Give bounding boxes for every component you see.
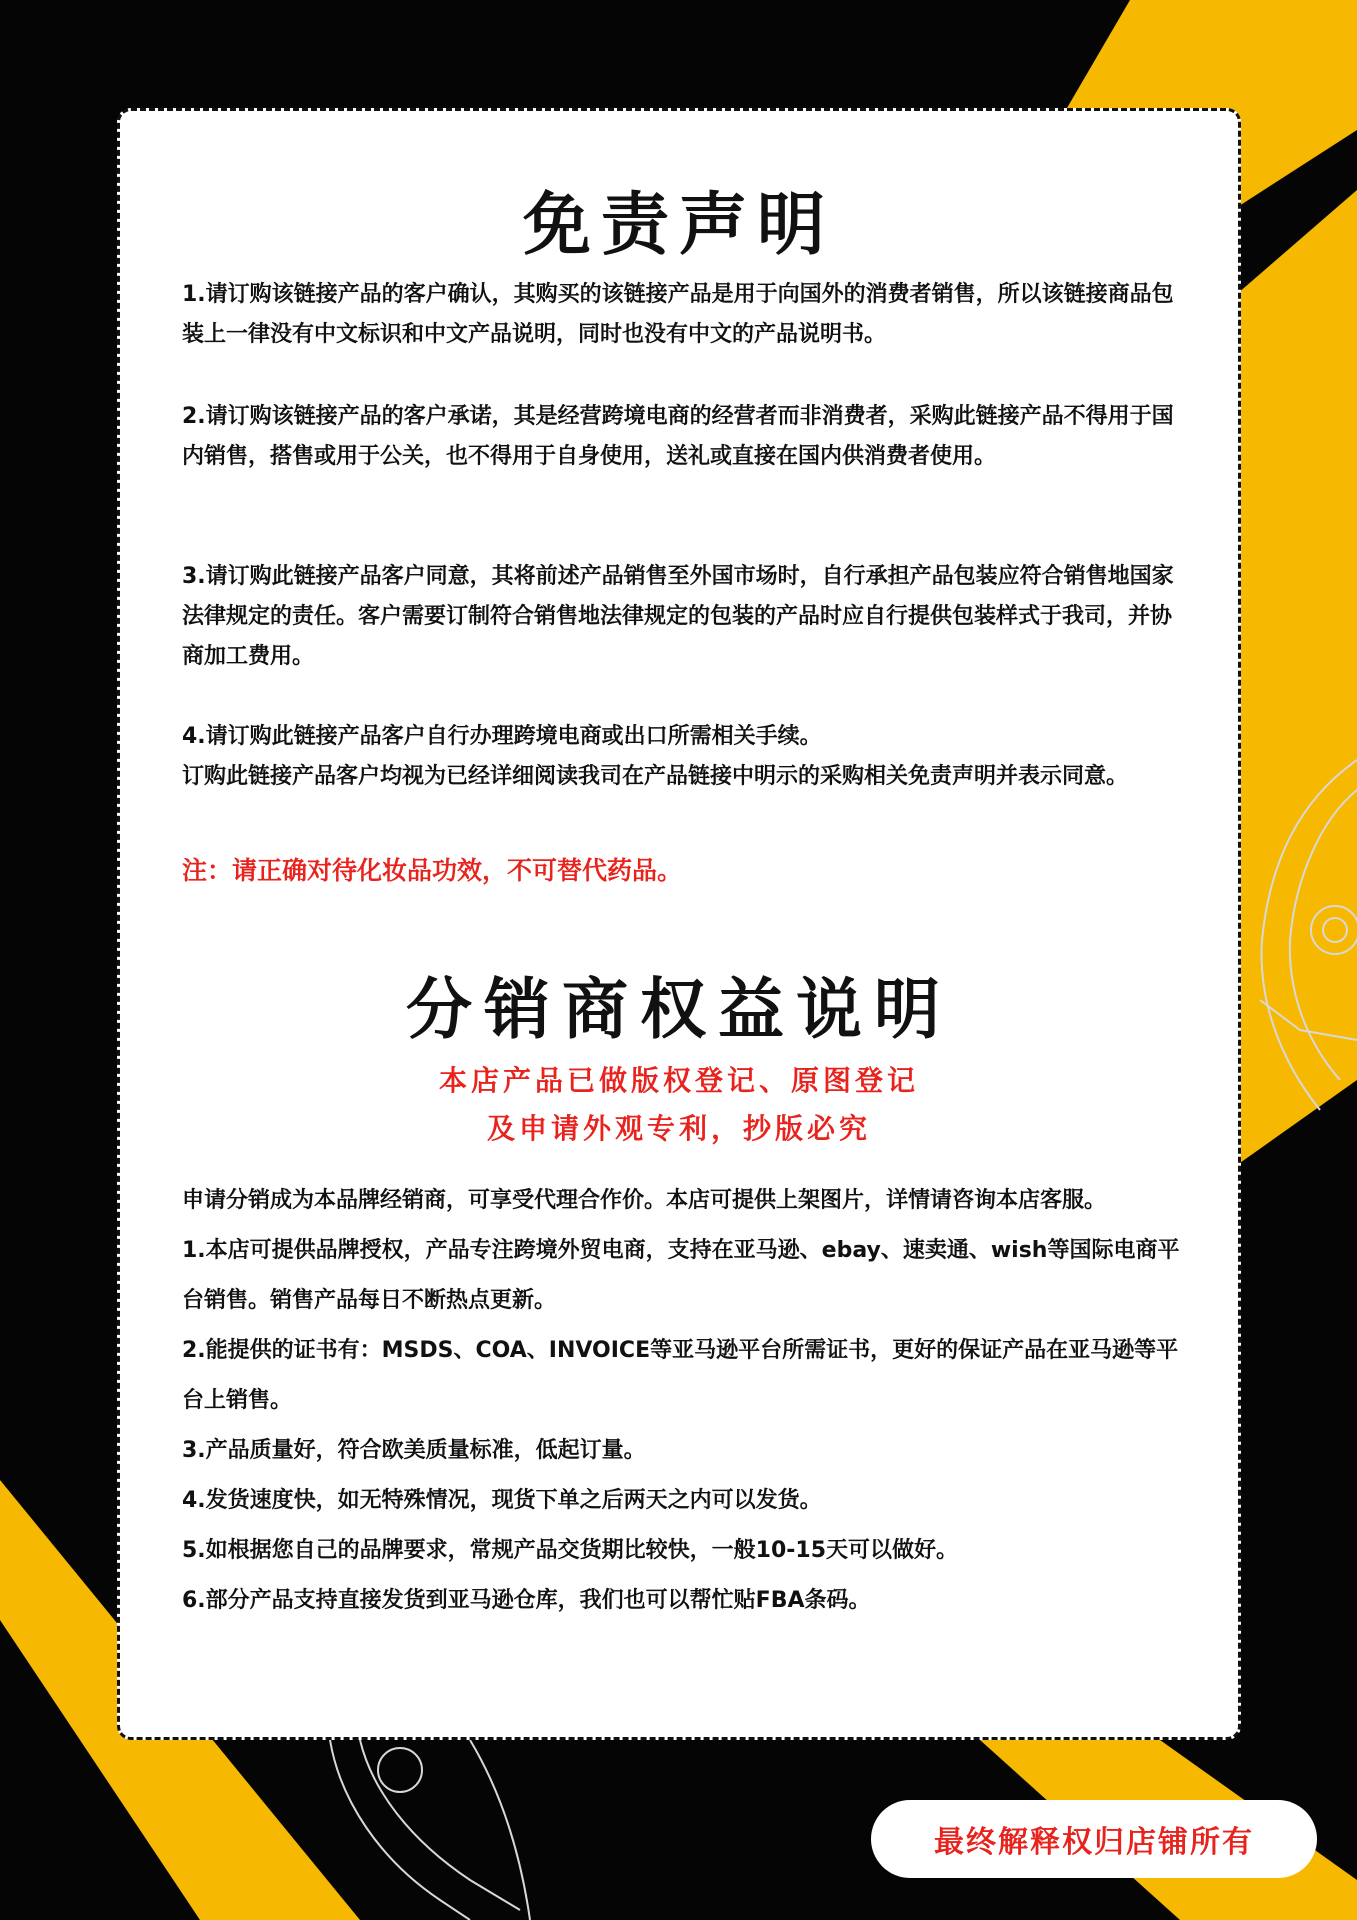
benefit-item: 2.能提供的证书有：MSDS、COA、INVOICE等亚马逊平台所需证书，更好的保证产品在亚马逊等平台上销售。 xyxy=(182,1338,1179,1413)
copyright-slogan-line-1: 本店产品已做版权登记、原图登记 xyxy=(438,1064,919,1097)
disclaimer-paragraph-3: 3.请订购此链接产品客户同意，其将前述产品销售至外国市场时，自行承担产品包装应符合销售地国家法律规定的责任。客户需要订制符合销售地法律规定的包装的产品时应自行提供包装样式于我司，并协商加工费用。 xyxy=(182,564,1174,669)
cosmetics-note: 注：请正确对待化妆品功效，不可替代药品。 xyxy=(182,856,683,885)
copyright-slogan-line-2: 及申请外观专利，抄版必究 xyxy=(486,1112,871,1145)
content-card xyxy=(117,108,1241,1740)
distributor-benefits-list xyxy=(182,1176,1182,1626)
benefit-item: 6.部分产品支持直接发货到亚马逊仓库，我们也可以帮忙贴FBA条码。 xyxy=(182,1588,871,1613)
disclaimer-title: 免责声明 xyxy=(522,186,835,265)
distributor-intro: 申请分销成为本品牌经销商，可享受代理合作价。本店可提供上架图片，详情请咨询本店客服。 xyxy=(182,1188,1107,1213)
benefit-item: 5.如根据您自己的品牌要求，常规产品交货期比较快，一般10-15天可以做好。 xyxy=(182,1538,959,1563)
benefit-item: 4.发货速度快，如无特殊情况，现货下单之后两天之内可以发货。 xyxy=(182,1488,822,1513)
yellow-stripe-right xyxy=(1230,190,1357,1170)
disclaimer-paragraph-5: 订购此链接产品客户均视为已经详细阅读我司在产品链接中明示的采购相关免责声明并表示同意。 xyxy=(182,764,1129,789)
disclaimer-paragraph-1: 1.请订购该链接产品的客户确认，其购买的该链接产品是用于向国外的消费者销售，所以该链接商品包装上一律没有中文标识和中文产品说明，同时也没有中文的产品说明书。 xyxy=(182,282,1174,347)
benefit-item: 1.本店可提供品牌授权，产品专注跨境外贸电商，支持在亚马逊、ebay、速卖通、wish等国际电商平台销售。销售产品每日不断热点更新。 xyxy=(182,1238,1180,1313)
distributor-title: 分销商权益说明 xyxy=(406,971,952,1048)
disclaimer-paragraph-2: 2.请订购该链接产品的客户承诺，其是经营跨境电商的经营者而非消费者，采购此链接产品不得用于国内销售，搭售或用于公关，也不得用于自身使用，送礼或直接在国内供消费者使用。 xyxy=(182,404,1174,469)
disclaimer-paragraph-4: 4.请订购此链接产品客户自行办理跨境电商或出口所需相关手续。 xyxy=(182,724,822,749)
final-interpretation-badge: 最终解释权归店铺所有 xyxy=(871,1800,1317,1878)
benefit-item: 3.产品质量好，符合欧美质量标准，低起订量。 xyxy=(182,1438,646,1463)
